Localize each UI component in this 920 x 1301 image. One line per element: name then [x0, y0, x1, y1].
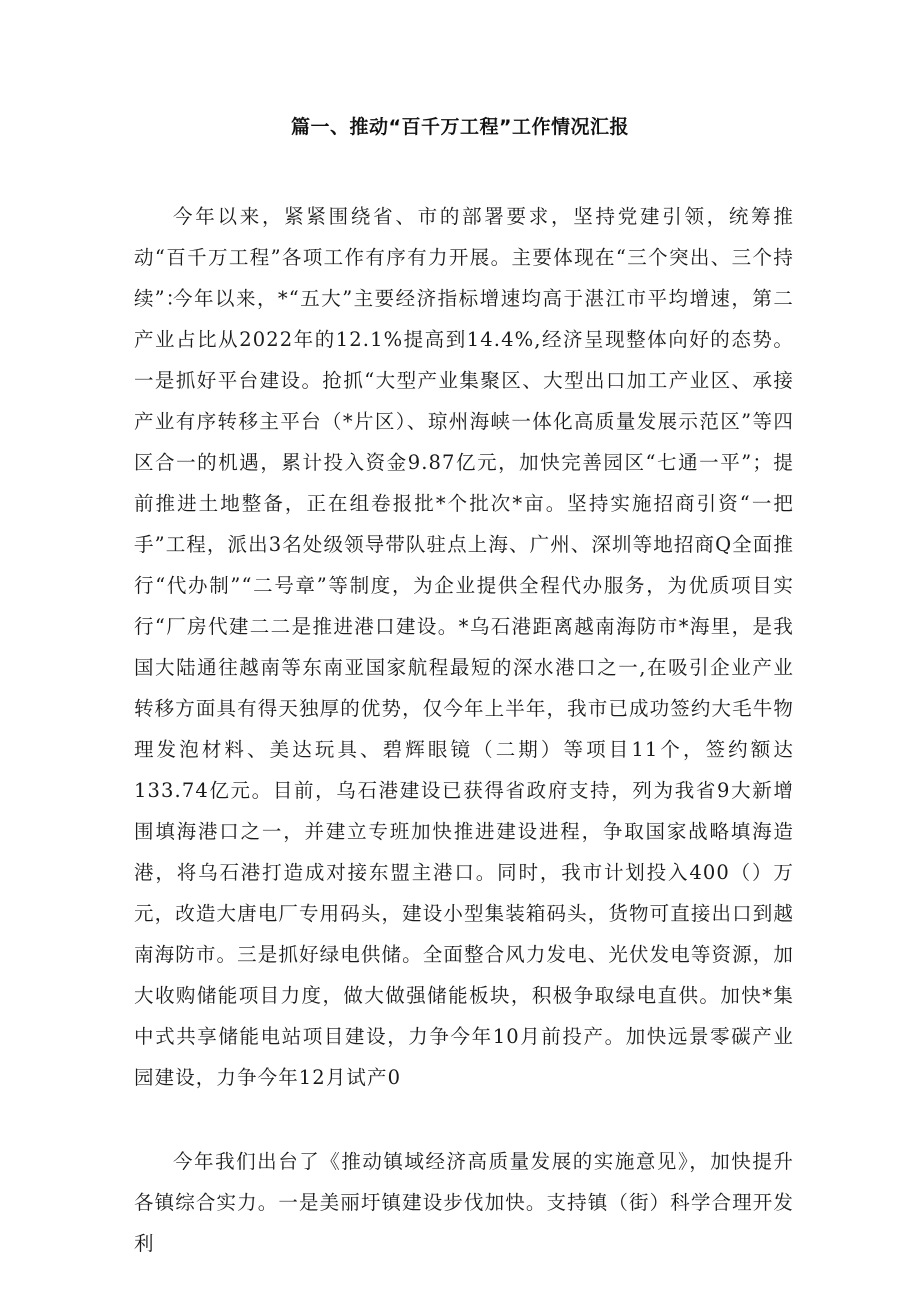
- paragraph-towns: [134, 1141, 794, 1264]
- paragraph-text: 今年我们出台了《推动镇域经济高质量发展的实施意见》，加快提升各镇综合实力。一是美丽圩镇建设步伐加快。支持镇（街）科学合理开发利: [134, 1150, 794, 1255]
- document-title: 篇一、推动“百千万工程”工作情况汇报: [291, 116, 629, 138]
- paragraph-text: 今年以来，紧紧围绕省、市的部署要求，坚持党建引领，统筹推动“百千万工程”各项工作有序有力开展。主要体现在“三个突出、三个持续”：: [134, 205, 794, 310]
- paragraph-text: 今年以来，*“五大”主要经济指标增速均高于湛江市平均增速，第二产业占比从2022年的12.1%提高到14.4%,经济呈现整体向好的态势。一是抓好平台建设。抢抓“大型产业集聚区、大型出口加工产业区、承接产业有序转移主平台（*片区）、琼州海峡一体化高质量发展示范区”等四区合一的机遇，累计投入资金9.87亿元，加快完善园区“七通一平”；提前推进土地整备，正在组卷报批*个批次*亩。坚持实施招商引资“一把手”工程，派出3名处级领导带队驻点上海、广州、深圳等地招商Q全面推行“代办制”“二号章”等制度，为企业提供全程代办服务，为优质项目实行“厂房代建二二是推进港口建设。*乌石港距离越南海防市*海里，是我国大陆通往越南等东南亚国家航程最短的深水港口之一,在吸引企业产业转移方面具有得天独厚的优势，仅今年上半年，我市已成功签约大毛牛物理发泡材料、美达玩具、碧辉眼镜（二期）等项目11个，签约额达133.74亿元。目前，乌石港建设已获得省政府支持，列为我省9大新增围填海港口之一，并建立专班加快推进建设进程，争取国家战略填海造港，将乌石港打造成对接东盟主港口。同时，我市计划投入400（）万元，改造大唐电厂专用码头，建设小型集装箱码头，货物可直接出口到越南海防市。三是抓好绿电供储。全面整合风力发电、光伏发电等资源，加大收购储能项目力度，做大做强储能板块，积极争取绿电直供。加快*集中式共享储能电站项目建设，力争今年10月前投产。加快远景零碳产业园建设，力争今年12月试产0: [134, 287, 794, 1089]
- paragraph-economy: [134, 278, 794, 1098]
